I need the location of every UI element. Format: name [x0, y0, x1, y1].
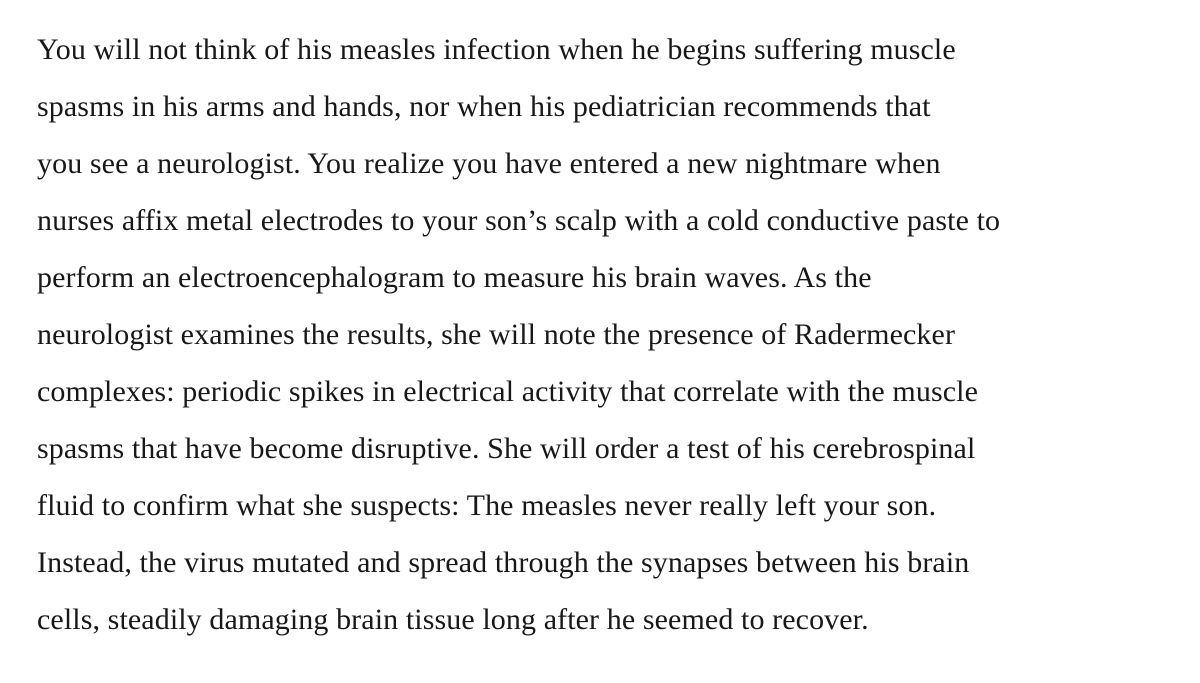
text-line: perform an electroencephalogram to measure his brain waves. As the [37, 261, 872, 294]
text-line: Instead, the virus mutated and spread through the synapses between his brain [37, 546, 970, 579]
text-line: neurologist examines the results, she will note the presence of Radermecker [37, 318, 956, 351]
text-line: you see a neurologist. You realize you have entered a new nightmare when [37, 147, 941, 180]
text-line: spasms that have become disruptive. She will order a test of his cerebrospinal [37, 432, 976, 465]
text-line: nurses affix metal electrodes to your son’s scalp with a cold conductive paste to [37, 204, 1001, 237]
text-line: fluid to confirm what she suspects: The measles never really left your son. [37, 489, 937, 522]
text-line: spasms in his arms and hands, nor when his pediatrician recommends that [37, 90, 931, 123]
text-line: cells, steadily damaging brain tissue long after he seemed to recover. [37, 603, 869, 636]
text-line: complexes: periodic spikes in electrical activity that correlate with the muscle [37, 375, 978, 408]
text-line: You will not think of his measles infection when he begins suffering muscle [37, 33, 956, 66]
